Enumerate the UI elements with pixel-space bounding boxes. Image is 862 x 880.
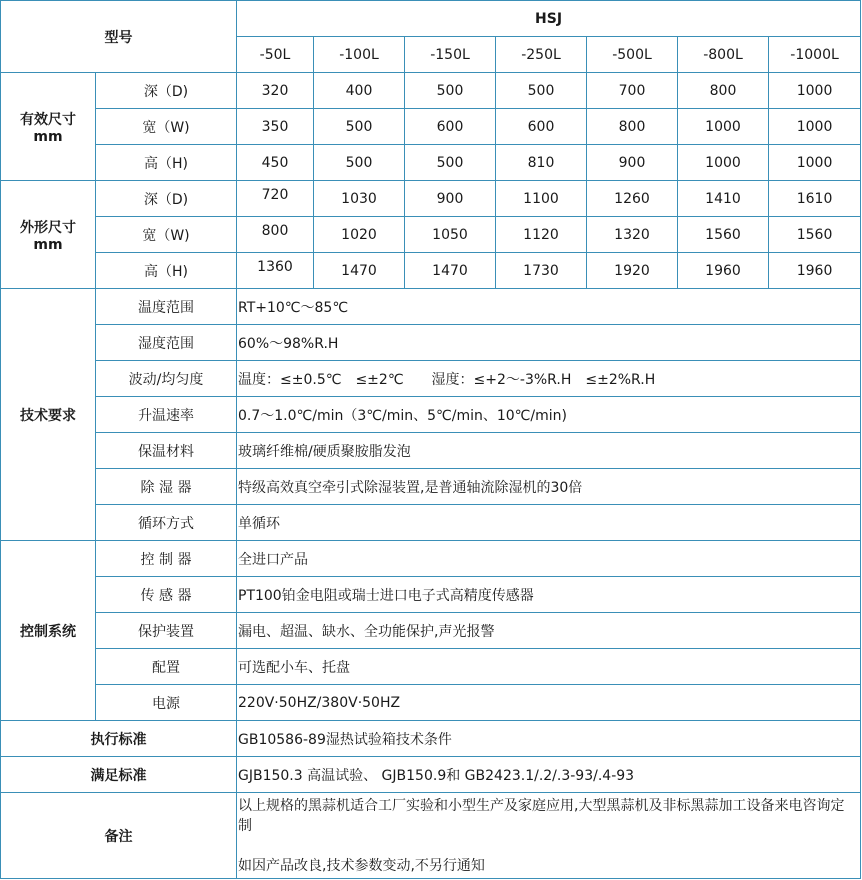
table-row xyxy=(1,145,861,181)
external-size-label-line2: mm xyxy=(33,236,63,253)
execution-standard-label: 执行标准 xyxy=(1,721,237,757)
value-cell: 全进口产品 xyxy=(237,541,861,577)
value-cell: 1120 xyxy=(496,217,587,253)
value-cell: 500 xyxy=(405,145,496,181)
value-cell: 特级高效真空牵引式除湿装置,是普通轴流除湿机的30倍 xyxy=(237,469,861,505)
row-label: 控 制 器 xyxy=(96,541,237,577)
model-cell: -500L xyxy=(587,37,678,73)
value-cell: 1960 xyxy=(678,253,769,289)
value-cell: 500 xyxy=(405,73,496,109)
value-cell: 1050 xyxy=(405,217,496,253)
row-label: 深（D) xyxy=(96,181,237,217)
value-cell: 可选配小车、托盘 xyxy=(237,649,861,685)
value-cell: 220V·50HZ/380V·50HZ xyxy=(237,685,861,721)
compliance-standard-label: 满足标准 xyxy=(1,757,237,793)
table-row xyxy=(1,433,861,469)
table-row xyxy=(1,757,861,793)
value-cell: 1030 xyxy=(314,181,405,217)
table-row xyxy=(1,469,861,505)
value-cell: 800 xyxy=(678,73,769,109)
remarks-line-1: 以上规格的黑蒜机适合工厂实验和小型生产及家庭应用,大型黑蒜机及非标黑蒜加工设备来电咨询定制 xyxy=(238,797,845,834)
table-row xyxy=(1,721,861,757)
value-cell: 1100 xyxy=(496,181,587,217)
effective-size-label-line2: mm xyxy=(33,128,63,145)
control-system-label: 控制系统 xyxy=(1,541,96,721)
value-cell: 900 xyxy=(587,145,678,181)
value-cell: 1560 xyxy=(769,217,861,253)
row-label: 传 感 器 xyxy=(96,577,237,613)
remarks-line-2: 如因产品改良,技术参数变动,不另行通知 xyxy=(238,857,485,874)
table-row xyxy=(1,541,861,577)
value-cell: 700 xyxy=(587,73,678,109)
value-cell: 1320 xyxy=(587,217,678,253)
value-cell: 500 xyxy=(314,145,405,181)
value-cell: 600 xyxy=(405,109,496,145)
table-row xyxy=(1,361,861,397)
value-cell: 810 xyxy=(496,145,587,181)
value-cell: 1000 xyxy=(769,109,861,145)
value-cell: 400 xyxy=(314,73,405,109)
value-cell: 温度：≤±0.5℃ ≤±2℃ 湿度：≤+2～-3%R.H ≤±2%R.H xyxy=(237,361,861,397)
value-cell: 1000 xyxy=(769,145,861,181)
value-cell: 1610 xyxy=(769,181,861,217)
model-cell: -800L xyxy=(678,37,769,73)
model-cell: -100L xyxy=(314,37,405,73)
table-row xyxy=(1,685,861,721)
value-cell: 单循环 xyxy=(237,505,861,541)
table-row xyxy=(1,649,861,685)
compliance-standard-value: GJB150.3 高温试验、 GJB150.9和 GB2423.1/.2/.3-93/.4-93 xyxy=(237,757,861,793)
value-cell: 0.7～1.0℃/min（3℃/min、5℃/min、10℃/min) xyxy=(237,397,861,433)
value-cell: 1410 xyxy=(678,181,769,217)
remarks-value xyxy=(237,793,861,879)
row-label: 高（H) xyxy=(96,253,237,289)
execution-standard-value: GB10586-89湿热试验箱技术条件 xyxy=(237,721,861,757)
value-cell: 1000 xyxy=(769,73,861,109)
row-label: 升温速率 xyxy=(96,397,237,433)
effective-size-label-line1: 有效尺寸 xyxy=(20,111,76,128)
row-label: 温度范围 xyxy=(96,289,237,325)
value-cell: 500 xyxy=(496,73,587,109)
value-cell: 1260 xyxy=(587,181,678,217)
value-cell: 1470 xyxy=(314,253,405,289)
row-label: 除 湿 器 xyxy=(96,469,237,505)
value-cell: 1730 xyxy=(496,253,587,289)
value-cell: 1470 xyxy=(405,253,496,289)
row-label: 高（H) xyxy=(96,145,237,181)
table-row xyxy=(1,253,861,289)
effective-size-label xyxy=(1,73,96,181)
row-label: 湿度范围 xyxy=(96,325,237,361)
value-cell: 500 xyxy=(314,109,405,145)
table-row xyxy=(1,73,861,109)
model-cell: -250L xyxy=(496,37,587,73)
value-cell: 漏电、超温、缺水、全功能保护,声光报警 xyxy=(237,613,861,649)
value-cell: RT+10℃～85℃ xyxy=(237,289,861,325)
value-cell: 1020 xyxy=(314,217,405,253)
table-row xyxy=(1,325,861,361)
value-cell: 800 xyxy=(237,217,314,253)
remarks-label: 备注 xyxy=(1,793,237,879)
value-cell: 720 xyxy=(237,181,314,217)
value-cell: 玻璃纤维棉/硬质聚胺脂发泡 xyxy=(237,433,861,469)
value-cell: 1960 xyxy=(769,253,861,289)
value-cell: 60%～98%R.H xyxy=(237,325,861,361)
value-cell: 1360 xyxy=(237,253,314,289)
value-cell: 900 xyxy=(405,181,496,217)
row-label: 保温材料 xyxy=(96,433,237,469)
table-row xyxy=(1,577,861,613)
table-row xyxy=(1,181,861,217)
table-row xyxy=(1,793,861,879)
value-cell: 320 xyxy=(237,73,314,109)
value-cell: 600 xyxy=(496,109,587,145)
table-row xyxy=(1,505,861,541)
model-cell: -1000L xyxy=(769,37,861,73)
remarks-spacer xyxy=(238,836,858,856)
series-name: HSJ xyxy=(237,1,861,37)
row-label: 配置 xyxy=(96,649,237,685)
external-size-label-line1: 外形尺寸 xyxy=(20,219,76,236)
value-cell: 350 xyxy=(237,109,314,145)
table-row xyxy=(1,613,861,649)
external-size-label xyxy=(1,181,96,289)
value-cell: 1560 xyxy=(678,217,769,253)
row-label: 保护装置 xyxy=(96,613,237,649)
value-cell: 800 xyxy=(587,109,678,145)
row-label: 循环方式 xyxy=(96,505,237,541)
value-cell: PT100铂金电阻或瑞士进口电子式高精度传感器 xyxy=(237,577,861,613)
model-cell: -150L xyxy=(405,37,496,73)
model-label: 型号 xyxy=(1,1,237,73)
table-row xyxy=(1,109,861,145)
row-label: 宽（W) xyxy=(96,217,237,253)
row-label: 电源 xyxy=(96,685,237,721)
value-cell: 1000 xyxy=(678,109,769,145)
table-row xyxy=(1,397,861,433)
header-row xyxy=(1,1,861,37)
row-label: 宽（W) xyxy=(96,109,237,145)
model-cell: -50L xyxy=(237,37,314,73)
table-row xyxy=(1,289,861,325)
table-row xyxy=(1,217,861,253)
value-cell: 450 xyxy=(237,145,314,181)
value-cell: 1920 xyxy=(587,253,678,289)
value-cell: 1000 xyxy=(678,145,769,181)
tech-requirements-label: 技术要求 xyxy=(1,289,96,541)
row-label: 波动/均匀度 xyxy=(96,361,237,397)
row-label: 深（D) xyxy=(96,73,237,109)
